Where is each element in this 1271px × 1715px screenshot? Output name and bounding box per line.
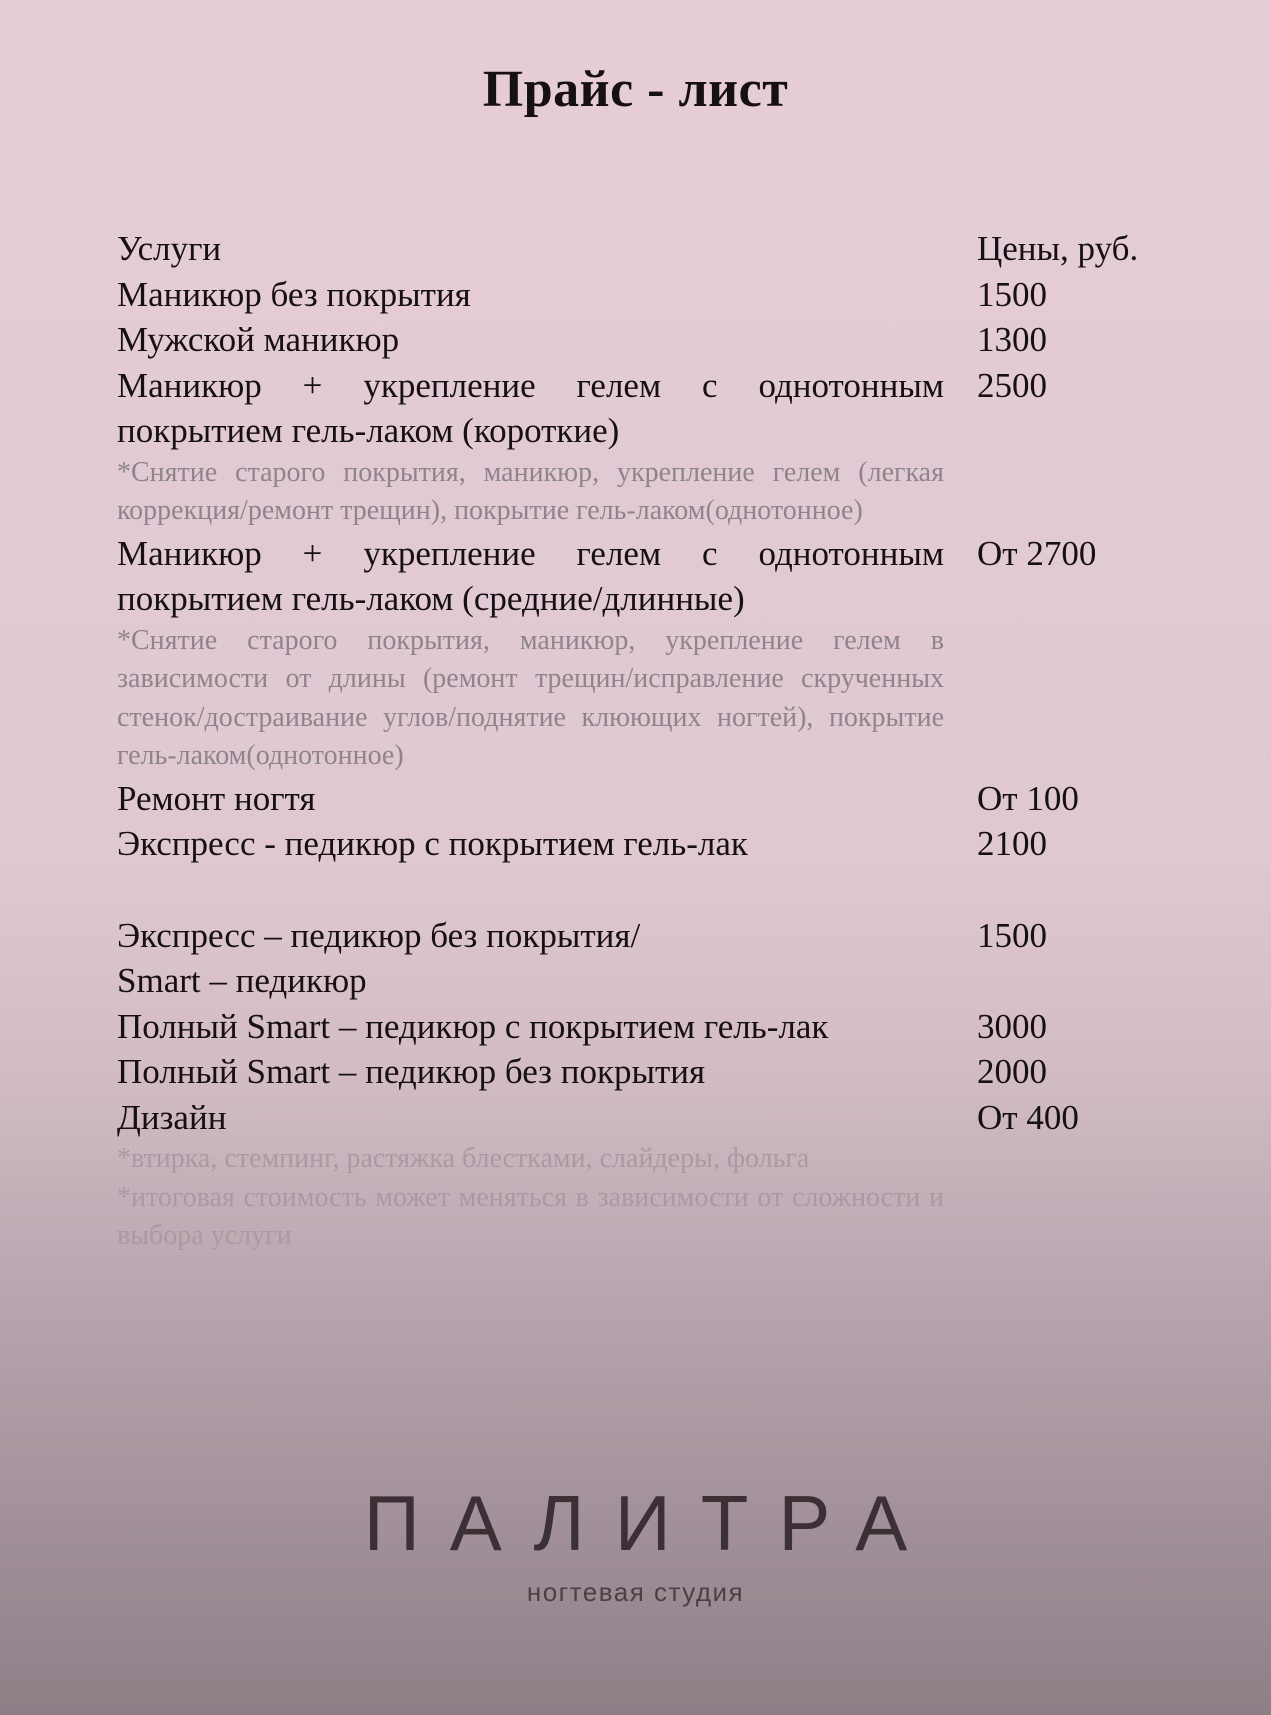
prices-column-header: Цены, руб. [977, 229, 1139, 268]
service-name: Дизайн [117, 1097, 227, 1137]
service-name: Ремонт ногтя [117, 778, 316, 818]
service-name: Полный Smart – педикюр без покрытия [117, 1052, 706, 1091]
list-item [117, 1049, 1197, 1095]
service-price: От 400 [977, 1097, 1079, 1137]
service-name: Маникюр без покрытия [117, 274, 471, 314]
list-item [117, 531, 1197, 622]
service-name: Полный Smart – педикюр с покрытием гель-лак [117, 1006, 829, 1046]
service-price: 2100 [977, 824, 1047, 863]
service-name: Экспресс – педикюр без покрытия/ Smart – педикюр [117, 915, 641, 1000]
brand-tagline: ногтевая студия [526, 1577, 745, 1607]
service-price: 3000 [977, 1006, 1047, 1046]
service-name: Мужской маникюр [117, 320, 400, 359]
brand-logo: ПАЛИТРА [363, 1479, 938, 1567]
list-item [117, 272, 1197, 318]
list-item [117, 913, 1197, 1004]
service-price: От 100 [977, 778, 1079, 818]
list-item [117, 363, 1197, 454]
page-title: Прайс - лист [482, 61, 789, 118]
list-item [117, 821, 1197, 867]
service-price: 1500 [977, 274, 1047, 314]
service-name: Экспресс - педикюр с покрытием гель-лак [117, 824, 748, 863]
list-item [117, 776, 1197, 822]
list-item [117, 1004, 1197, 1050]
service-price: От 2700 [977, 533, 1097, 573]
service-note: *Снятие старого покрытия, маникюр, укрепление гелем в зависимости от длины (ремонт трещин/исправление скрученных стенок/достраивание углов/поднятие клюющих ногтей), покрытие гель-лаком(однотонное) [117, 624, 944, 771]
service-note: *втирка, стемпинг, растяжка блестками, слайдеры, фольга [117, 1143, 810, 1174]
services-column-header: Услуги [117, 229, 222, 268]
service-price: 2500 [977, 365, 1047, 405]
list-item [117, 1095, 1197, 1141]
price-list [117, 226, 1197, 1256]
service-note: *Снятие старого покрытия, маникюр, укрепление гелем (легкая коррекция/ремонт трещин), покрытие гель-лаком(однотонное) [117, 456, 944, 526]
service-price: 1500 [977, 915, 1047, 955]
service-name: Маникюр + укрепление гелем с однотонным покрытием гель-лаком (средние/длинные) [117, 533, 944, 618]
service-price: 1300 [977, 320, 1047, 359]
price-list-header [117, 226, 1197, 272]
list-item [117, 317, 1197, 363]
footnote: *итоговая стоимость может меняться в зависимости от сложности и выбора услуги [117, 1181, 944, 1251]
service-price: 2000 [977, 1052, 1047, 1091]
service-name: Маникюр + укрепление гелем с однотонным покрытием гель-лаком (короткие) [117, 365, 944, 450]
